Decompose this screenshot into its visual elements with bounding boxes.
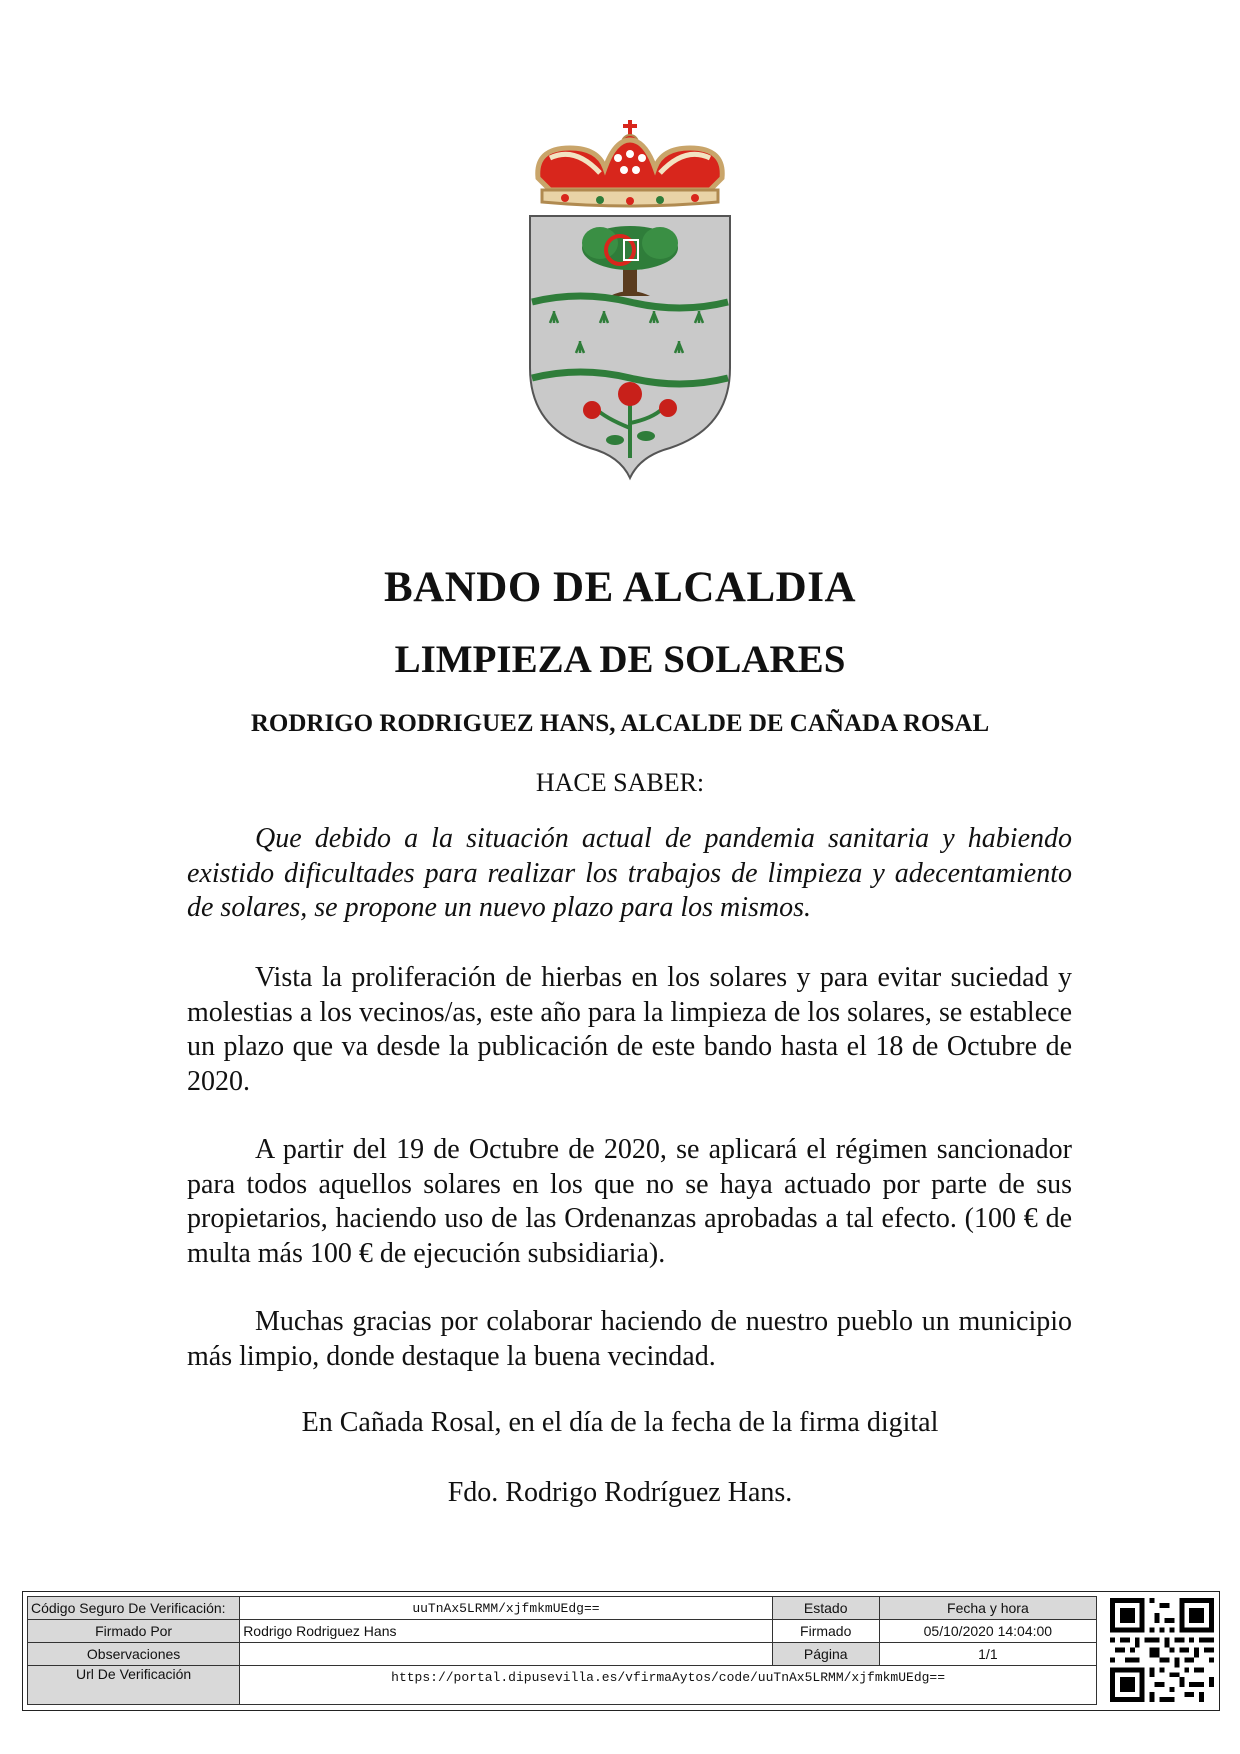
verification-footer	[22, 1591, 1220, 1711]
datetime-label: Fecha y hora	[879, 1597, 1096, 1620]
place-date: En Cañada Rosal, en el día de la fecha de la firma digital	[301, 1407, 939, 1438]
code-value: uuTnAx5LRMM/xjfmkmUEdg==	[240, 1597, 772, 1620]
paragraph-4: Muchas gracias por colaborar haciendo de nuestro pueblo un municipio más limpio, donde destaque la buena vecindad.	[187, 1306, 1072, 1372]
url-value[interactable]: https://portal.dipusevilla.es/vfirmaAytos/code/uuTnAx5LRMM/xjfmkmUEdg==	[240, 1666, 1097, 1705]
document-subtitle: LIMPIEZA DE SOLARES	[394, 638, 846, 681]
datetime-value: 05/10/2020 14:04:00	[879, 1620, 1096, 1643]
shield	[530, 216, 730, 478]
intro-line: HACE SABER:	[535, 768, 705, 797]
observations-value	[240, 1643, 772, 1666]
document-title: BANDO DE ALCALDIA	[383, 564, 856, 611]
coat-of-arms-icon	[520, 118, 740, 498]
code-label: Código Seguro De Verificación:	[28, 1597, 240, 1620]
status-value: Firmado	[772, 1620, 879, 1643]
url-label: Url De Verificación	[28, 1666, 240, 1705]
qr-code-icon	[1110, 1598, 1214, 1702]
signed-by-label: Firmado Por	[28, 1620, 240, 1643]
paragraph-2: Vista la proliferación de hierbas en los solares y para evitar suciedad y molestias a los vecinos/as, este año para la limpieza de los solares, se establece un plazo que va desde la publicación de este bando hasta el 18 de Octubre de 2020.	[187, 962, 1072, 1097]
verification-table	[27, 1596, 1097, 1705]
page-label: Página	[772, 1643, 879, 1666]
page-value: 1/1	[879, 1643, 1096, 1666]
observations-label: Observaciones	[28, 1643, 240, 1666]
author-line: RODRIGO RODRIGUEZ HANS, ALCALDE DE CAÑADA ROSAL	[250, 710, 990, 737]
signature: Fdo. Rodrigo Rodríguez Hans.	[447, 1477, 793, 1508]
signed-by-value: Rodrigo Rodriguez Hans	[240, 1620, 772, 1643]
crown	[538, 120, 722, 206]
paragraph-3: A partir del 19 de Octubre de 2020, se aplicará el régimen sancionador para todos aquellos solares en los que no se haya actuado por parte de sus propietarios, haciendo uso de las Ordenanzas aprobadas a tal efecto. (100 € de multa más 100 € de ejecución subsidiaria).	[187, 1134, 1072, 1269]
paragraph-1: Que debido a la situación actual de pandemia sanitaria y habiendo existido dificultades para realizar los trabajos de limpieza y adecentamiento de solares, se propone un nuevo plazo para los mismos.	[187, 823, 1072, 923]
status-label: Estado	[772, 1597, 879, 1620]
